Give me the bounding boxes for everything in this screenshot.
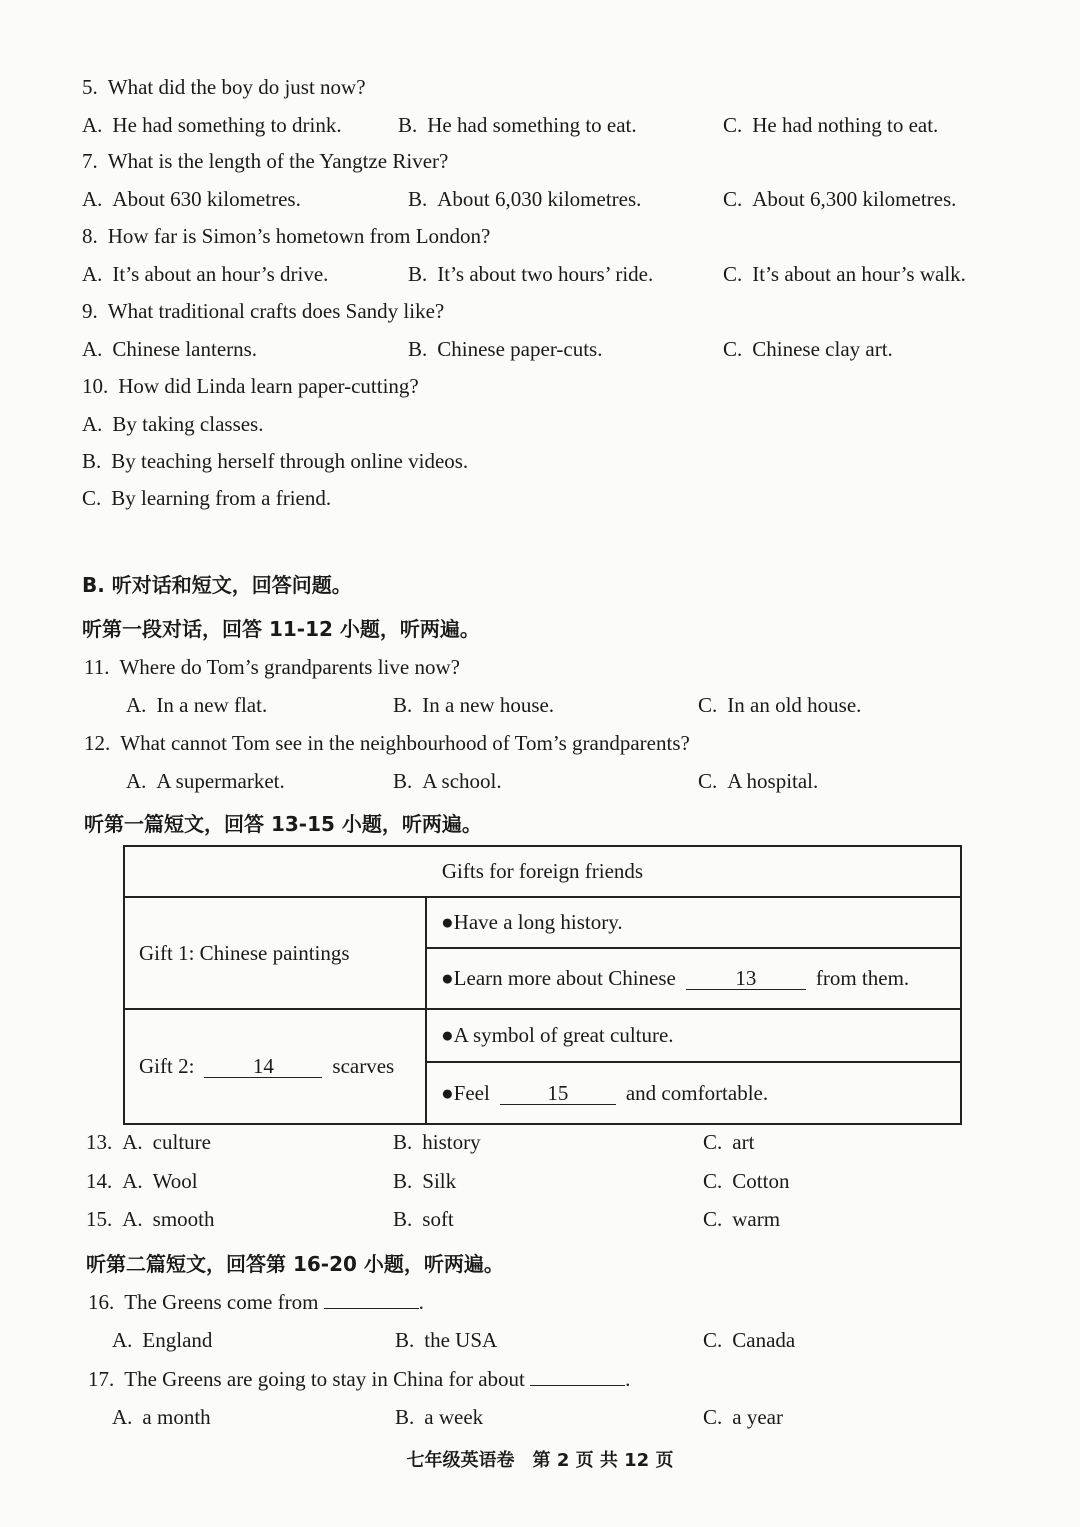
option-16a: A. England: [112, 1328, 213, 1352]
section-b-title: B. 听对话和短文，回答问题。: [82, 573, 352, 597]
option-16c: C. Canada: [703, 1328, 796, 1352]
option-17a: A. a month: [112, 1405, 211, 1429]
option-7a: A. About 630 kilometres.: [82, 187, 301, 211]
option-13b: B. history: [393, 1130, 481, 1154]
question-9: 9. What traditional crafts does Sandy like?: [82, 299, 445, 323]
option-15c: C. warm: [703, 1207, 781, 1231]
table-title: Gifts for foreign friends: [124, 846, 961, 897]
option-5c: C. He had nothing to eat.: [723, 113, 939, 137]
question-15: 15. A. smooth: [86, 1207, 215, 1231]
option-12a: A. A supermarket.: [126, 769, 285, 793]
option-9c: C. Chinese clay art.: [723, 337, 893, 361]
blank-14: 14: [204, 1055, 322, 1078]
option-17c: C. a year: [703, 1405, 783, 1429]
option-8b: B. It’s about two hours’ ride.: [408, 262, 654, 286]
option-7b: B. About 6,030 kilometres.: [408, 187, 642, 211]
option-10a: A. By taking classes.: [82, 412, 264, 436]
gift2-cell: Gift 2: 14 scarves: [124, 1009, 426, 1124]
option-5b: B. He had something to eat.: [398, 113, 637, 137]
option-12c: C. A hospital.: [698, 769, 819, 793]
answer-blank: [530, 1365, 625, 1386]
option-8a: A. It’s about an hour’s drive.: [82, 262, 329, 286]
gift1-row1: ●Have a long history.: [426, 897, 961, 948]
option-7c: C. About 6,300 kilometres.: [723, 187, 957, 211]
option-15b: B. soft: [393, 1207, 454, 1231]
passage1-instruction: 听第一篇短文，回答 13-15 小题，听两遍。: [84, 812, 482, 836]
gift2-row1: ●A symbol of great culture.: [426, 1009, 961, 1062]
question-14: 14. A. Wool: [86, 1169, 198, 1193]
gifts-table: [123, 845, 962, 1125]
option-5a: A. He had something to drink.: [82, 113, 342, 137]
option-9b: B. Chinese paper-cuts.: [408, 337, 603, 361]
option-11a: A. In a new flat.: [126, 693, 268, 717]
option-10b: B. By teaching herself through online videos.: [82, 449, 469, 473]
option-17b: B. a week: [395, 1405, 484, 1429]
answer-blank: [324, 1288, 419, 1309]
blank-15: 15: [500, 1082, 616, 1105]
question-13: 13. A. culture: [86, 1130, 211, 1154]
option-10c: C. By learning from a friend.: [82, 486, 332, 510]
question-11: 11. Where do Tom’s grandparents live now?: [84, 655, 460, 679]
question-text: What did the boy do just now?: [107, 75, 366, 99]
passage2-instruction: 听第二篇短文，回答第 16-20 小题，听两遍。: [86, 1252, 504, 1276]
blank-13: 13: [686, 967, 806, 990]
option-12b: B. A school.: [393, 769, 502, 793]
question-number: 5.: [82, 75, 98, 99]
question-8: 8. How far is Simon’s hometown from London?: [82, 224, 491, 248]
option-14c: C. Cotton: [703, 1169, 790, 1193]
question-5: [82, 73, 366, 101]
option-14b: B. Silk: [393, 1169, 457, 1193]
option-9a: A. Chinese lanterns.: [82, 337, 258, 361]
page-footer: 七年级英语卷 第 2 页 共 12 页: [406, 1450, 674, 1471]
question-12: 12. What cannot Tom see in the neighbourhood of Tom’s grandparents?: [84, 731, 690, 755]
gift1-cell: Gift 1: Chinese paintings: [124, 897, 426, 1009]
question-10: 10. How did Linda learn paper-cutting?: [82, 374, 419, 398]
gift2-row2: ●Feel 15 and comfortable.: [426, 1062, 961, 1124]
gift1-row2: ●Learn more about Chinese 13 from them.: [426, 948, 961, 1009]
question-17: 17. The Greens are going to stay in China for about .: [88, 1367, 631, 1391]
question-16: 16. The Greens come from .: [88, 1290, 424, 1314]
option-16b: B. the USA: [395, 1328, 498, 1352]
dialogue-instruction: 听第一段对话，回答 11-12 小题，听两遍。: [82, 617, 480, 641]
option-13c: C. art: [703, 1130, 755, 1154]
option-11c: C. In an old house.: [698, 693, 862, 717]
option-11b: B. In a new house.: [393, 693, 555, 717]
option-8c: C. It’s about an hour’s walk.: [723, 262, 966, 286]
question-7: 7. What is the length of the Yangtze River?: [82, 149, 449, 173]
